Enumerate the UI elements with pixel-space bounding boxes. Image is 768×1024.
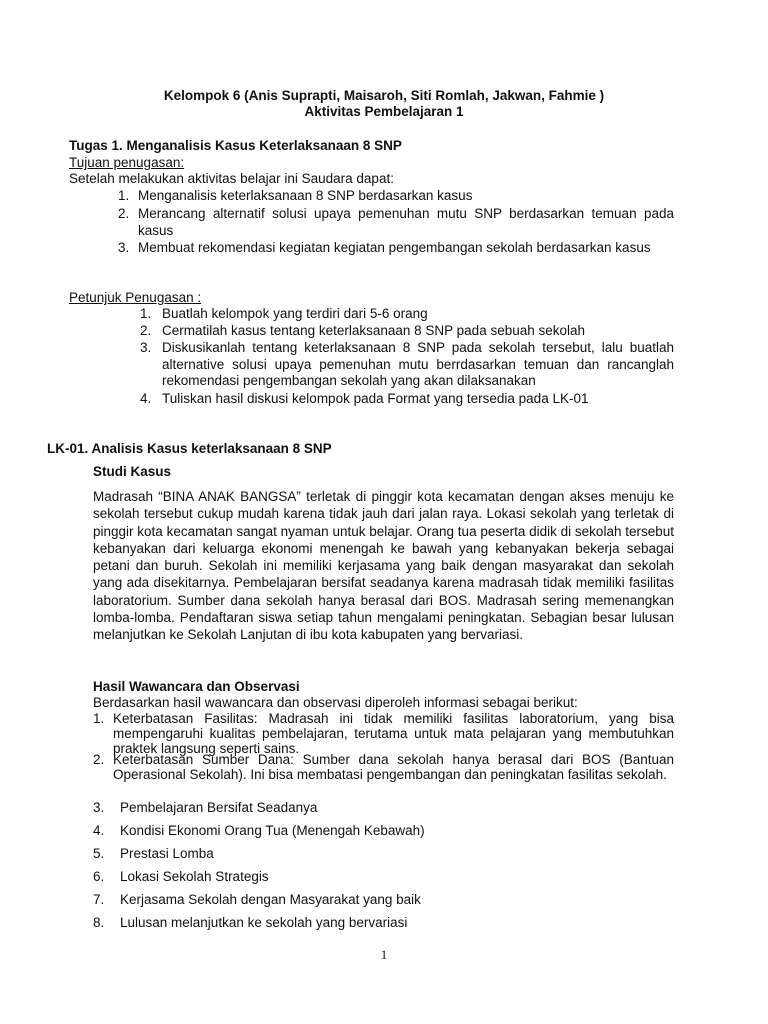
- list-number: 2.: [118, 206, 130, 221]
- observation-title: Hasil Wawancara dan Observasi: [93, 679, 300, 694]
- group-heading: Kelompok 6 (Anis Suprapti, Maisaroh, Siti Romlah, Jakwan, Fahmie ): [163, 88, 605, 103]
- list-item: [93, 752, 674, 800]
- list-number: 2.: [140, 323, 152, 338]
- list-text: Merancang alternatif solusi upaya pemenuhan mutu SNP berdasarkan temuan pada kasus: [138, 206, 674, 238]
- list-number: 1.: [93, 711, 105, 726]
- goal-intro: Setelah melakukan aktivitas belajar ini Saudara dapat:: [69, 171, 394, 186]
- list-item: [140, 323, 674, 340]
- list-text: Kondisi Ekonomi Orang Tua (Menengah Kebawah): [120, 823, 425, 838]
- instructions-list: [140, 306, 674, 408]
- page-number: 1: [380, 947, 388, 962]
- instructions-label: Petunjuk Penugasan :: [69, 290, 202, 305]
- list-number: 3.: [118, 240, 130, 255]
- list-item: [93, 846, 674, 869]
- list-number: 5.: [93, 846, 105, 861]
- task-title: Tugas 1. Menganalisis Kasus Keterlaksanaan 8 SNP: [69, 138, 402, 153]
- list-text: Tuliskan hasil diskusi kelompok pada Format yang tersedia pada LK-01: [162, 391, 589, 406]
- list-number: 1.: [118, 188, 130, 203]
- list-number: 7.: [93, 892, 105, 907]
- list-text: Menganalisis keterlaksanaan 8 SNP berdasarkan kasus: [138, 188, 473, 203]
- list-text: Lulusan melanjutkan ke sekolah yang bervariasi: [120, 915, 408, 930]
- list-item: [118, 188, 674, 206]
- goals-list: [118, 188, 674, 257]
- list-number: 1.: [140, 306, 152, 321]
- list-item: [140, 391, 674, 408]
- list-number: 3.: [140, 340, 152, 355]
- findings-list: [93, 711, 674, 932]
- list-number: 6.: [93, 869, 105, 884]
- list-number: 4.: [93, 823, 105, 838]
- list-item: [118, 206, 674, 240]
- list-item: [93, 869, 674, 892]
- list-number: 4.: [140, 391, 152, 406]
- list-text: Pembelajaran Bersifat Seadanya: [120, 800, 318, 815]
- list-text: Keterbatasan Sumber Dana: Sumber dana sekolah hanya berasal dari BOS (Bantuan Operasional Sekolah). Ini bisa membatasi pengembangan dan peningkatan fasilitas sekolah.: [113, 752, 674, 782]
- list-text: Diskusikanlah tentang keterlaksanaan 8 SNP pada sekolah tersebut, lalu buatlah alternative solusi upaya pemenuhan mutu berrdasarkan temuan dan rancanglah rekomendasi pengembangan sekolah yang akan dilaksanakan: [162, 340, 674, 388]
- list-item: [93, 915, 674, 932]
- list-item: [93, 800, 674, 823]
- observation-intro: Berdasarkan hasil wawancara dan observasi diperoleh informasi sebagai berikut:: [93, 695, 578, 710]
- goal-label: Tujuan penugasan:: [69, 155, 185, 170]
- list-text: Buatlah kelompok yang terdiri dari 5-6 orang: [162, 306, 428, 321]
- list-item: [93, 892, 674, 915]
- lk-title: LK-01. Analisis Kasus keterlaksanaan 8 SNP: [47, 441, 332, 456]
- list-text: Prestasi Lomba: [120, 846, 214, 861]
- list-text: Lokasi Sekolah Strategis: [120, 869, 269, 884]
- list-text: Membuat rekomendasi kegiatan kegiatan pengembangan sekolah berdasarkan kasus: [138, 240, 651, 255]
- case-study-text: Madrasah “BINA ANAK BANGSA” terletak di pinggir kota kecamatan dengan akses menuju ke sekolah tersebut cukup mudah karena tidak jauh dari jalan raya. Lokasi sekolah yang terletak di pinggir kota kecamatan sangat nyaman untuk belajar. Orang tua peserta didik di sekolah tersebut kebanyakan dari keluarga ekonomi menengah ke bawah yang kebanyakan bekerja sebagai petani dan buruh. Sekolah ini memiliki kerjasama yang baik dengan masyarakat dan sekolah yang ada disekitarnya. Pembelajaran bersifat seadanya karena madrasah tidak memiliki fasilitas laboratorium. Sumber dana sekolah hanya berasal dari BOS. Madrasah sering memenangkan lomba-lomba. Pendaftaran siswa setiap tahun mengalami peningkatan. Sebagian besar lulusan melanjutkan ke Sekolah Lanjutan di ibu kota kabupaten yang bervariasi.: [93, 489, 674, 643]
- list-text: Cermatilah kasus tentang keterlaksanaan 8 SNP pada sebuah sekolah: [162, 323, 586, 338]
- list-number: 3.: [93, 800, 105, 815]
- list-item: [140, 306, 674, 323]
- list-text: Kerjasama Sekolah dengan Masyarakat yang baik: [120, 892, 421, 907]
- list-item: [93, 711, 674, 756]
- list-number: 8.: [93, 915, 105, 930]
- list-text: Keterbatasan Fasilitas: Madrasah ini tidak memiliki fasilitas laboratorium, yang bisa mempengaruhi kualitas pembelajaran, terutama untuk mata pelajaran yang membutuhkan praktek langsung seperti sains.: [113, 711, 674, 756]
- case-study-title: Studi Kasus: [93, 464, 172, 479]
- list-item: [118, 240, 674, 257]
- activity-heading: Aktivitas Pembelajaran 1: [304, 104, 464, 119]
- list-item: [140, 340, 674, 391]
- list-number: 2.: [93, 752, 105, 767]
- list-item: [93, 823, 674, 846]
